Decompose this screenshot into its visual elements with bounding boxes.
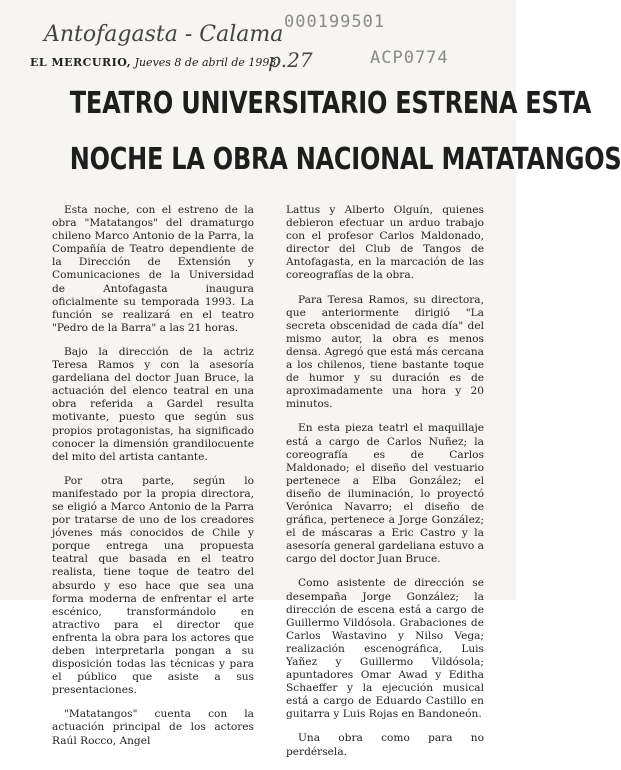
article-paragraph: Por otra parte, según lo manifestado por la propia directora, se eligió a Marco Antonio de la Parra por tratarse de uno de los creadores jóvenes más conocidos de Chile y porque entrega una propuesta teatral que basada en el teatro realista, tiene toque de teatro del absurdo y eso hace que sea una forma moderna de enfrentar el arte escénico, transformándolo en atractivo para el director que enfrenta la obra para los actores que deben interpretarla pongan a su disposición todas las técnicas y para el público que asiste a sus presentaciones. <box>52 474 254 697</box>
handwritten-page-note: p.27 <box>268 48 313 72</box>
publication-name: EL MERCURIO, <box>30 56 132 69</box>
article-paragraph: Para Teresa Ramos, su directora, que anteriormente dirigió "La secreta obscenidad de cada día" del mismo autor, la obra es menos densa. Agregó que está más cercana a los chilenos, tiene bastante toque de humor y su duración es de aproximadamente una hora y 20 minutos. <box>286 293 484 411</box>
article-paragraph: Una obra como para no perdérsela. <box>286 732 484 758</box>
archive-code-stamp: ACP0774 <box>370 48 449 68</box>
article-paragraph: Esta noche, con el estreno de la obra "Matatangos" del dramaturgo chileno Marco Antonio de la Parra, la Compañía de Teatro dependiente de la Dirección de Extensión y Comunicaciones de la Universidad de Antofagasta inaugura oficialmente su temporada 1993. La función se realizará en el teatro "Pedro de la Barra" a las 21 horas. <box>52 204 254 334</box>
publication-date: Jueves 8 de abril de 1993 <box>134 56 277 69</box>
article-paragraph: Lattus y Alberto Olguín, quienes debieron efectuar un arduo trabajo con el profesor Carlos Maldonado, director del Club de Tangos de Antofagasta, en la marcación de las coreografías de la obra. <box>286 204 484 282</box>
article-paragraph: Como asistente de dirección se desempaña Jorge González; la dirección de escena está a cargo de Guillermo Vildósola. Grabaciones de Carlos Wastavino y Nilso Vega; realización escenográfica, Luis Yañez y Guillermo Vildósola; apuntadores Omar Awad y Editha Schaeffer y la ejecución musical está a cargo de Eduardo Castillo en guitarra y Luis Rojas en Bandoneón. <box>286 577 484 721</box>
article-column-left <box>52 204 254 759</box>
headline-line-1: TEATRO UNIVERSITARIO ESTRENA ESTA <box>69 86 592 121</box>
headline-line-2: NOCHE LA OBRA NACIONAL MATATANGOS <box>69 142 621 177</box>
article-paragraph: "Matatangos" cuenta con la actuación principal de los actores Raúl Rocco, Angel <box>52 708 254 747</box>
dateline <box>30 56 276 69</box>
handwritten-location-note: Antofagasta - Calama <box>44 22 284 47</box>
article-column-right <box>286 204 484 770</box>
archive-id-stamp: 000199501 <box>284 12 386 32</box>
article-paragraph: En esta pieza teatrl el maquillaje está a cargo de Carlos Nuñez; la coreografía es de Carlos Maldonado; el diseño del vestuario pertenece a Elba González; el diseño de iluminación, lo proyectó Verónica Navarro; el diseño de gráfica, pertenece a Jorge González; el de máscaras a Eric Castro y la asesoría general gardeliana estuvo a cargo del doctor Juan Bruce. <box>286 422 484 566</box>
article-paragraph: Bajo la dirección de la actriz Teresa Ramos y con la asesoría gardeliana del doctor Juan Bruce, la actuación del elenco teatral en una obra referida a Gardel resulta motivante, puesto que según sus propios protagonistas, ha significado conocer la dimensión grandilocuente del mito del artista cantante. <box>52 345 254 463</box>
